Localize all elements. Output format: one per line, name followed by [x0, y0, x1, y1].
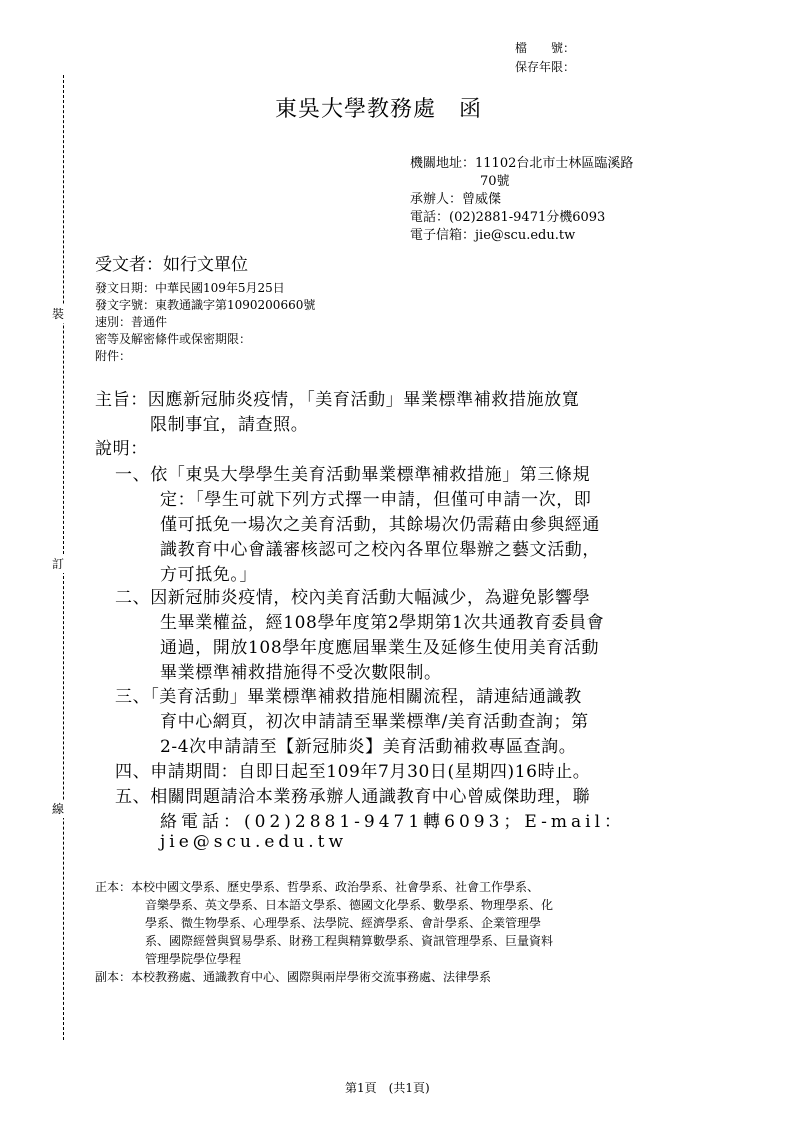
explanation-line: 生畢業權益，經108學年度第2學期第1次共通教育委員會	[160, 613, 605, 633]
explanation-line: 定：「學生可就下列方式擇一申請，但僅可申請一次，即	[160, 490, 592, 510]
explanation-line: 通過，開放108學年度應屆畢業生及延修生使用美育活動	[160, 638, 600, 658]
explanation-item-5: 五、相關問題請洽本業務承辦人通識教育中心曾威傑助理，聯	[115, 787, 591, 807]
explanation-line: 方可抵免。」	[160, 565, 258, 585]
delivery-speed: 速別：普通件	[95, 315, 168, 329]
secrecy-level: 密等及解密條件或保密期限：	[95, 332, 252, 346]
subject-line-2: 限制事宜，請查照。	[150, 415, 309, 435]
agency-info	[410, 155, 633, 245]
distribution-line: 學系、微生物學系、心理學系、法學院、經濟學系、會計學系、企業管理學	[145, 916, 542, 930]
agency-address: 機關地址：11102台北市士林區臨溪路	[410, 156, 634, 171]
distribution-copy: 副本：本校教務處、通識教育中心、國際與兩岸學術交流事務處、法律學系	[95, 970, 492, 984]
recipient: 受文者：如行文單位	[95, 255, 248, 275]
document-number: 發文字號：東教通識字第1090200660號	[95, 298, 316, 312]
explanation-item-1: 一、依「東吳大學學生美育活動畢業標準補救措施」第三條規	[115, 465, 591, 485]
subject-line-1: 主旨：因應新冠肺炎疫情，「美育活動」畢業標準補救措施放寬	[95, 390, 580, 410]
explanation-line: 僅可抵免一場次之美育活動，其餘場次仍需藉由參與經通	[160, 515, 600, 535]
issue-date: 發文日期：中華民國109年5月25日	[95, 281, 285, 295]
distribution-main	[95, 878, 553, 986]
explanation-item-3: 三、「美育活動」畢業標準補救措施相關流程，請連結通識教	[115, 687, 582, 707]
explanation-item-4: 四、申請期間：自即日起至109年7月30日(星期四)16時止。	[115, 762, 591, 782]
attachment: 附件：	[95, 349, 132, 363]
distribution-line: 正本：本校中國文學系、歷史學系、哲學系、政治學系、社會學系、社會工作學系、	[95, 880, 540, 894]
retention-period-label: 保存年限：	[515, 60, 576, 74]
margin-mark-stitch: 訂	[52, 557, 65, 571]
distribution-line: 系、國際經營與貿易學系、財務工程與精算數學系、資訊管理學系、巨量資料	[145, 934, 554, 948]
agency-address-cont: 70號	[480, 174, 510, 189]
document-meta	[95, 280, 315, 365]
explanation-line: 2-4次申請請至【新冠肺炎】美育活動補救專區查詢。	[160, 737, 577, 757]
explanation-line: 畢業標準補救措施得不受次數限制。	[160, 663, 442, 683]
explanation-line: 識教育中心會議審核認可之校內各單位舉辦之藝文活動，	[160, 540, 600, 560]
agency-email: 電子信箱：jie@scu.edu.tw	[410, 228, 576, 243]
agency-handler: 承辦人：曾威傑	[410, 192, 502, 207]
explanation-heading: 說明：	[95, 439, 148, 459]
agency-phone: 電話：(02)2881-9471分機6093	[410, 210, 606, 225]
explanation-item-2: 二、因新冠肺炎疫情，校內美育活動大幅減少，為避免影響學	[115, 588, 591, 608]
page-number: 第1頁 (共1頁)	[345, 1081, 430, 1095]
explanation-line: 絡電話：(02)2881-9471轉6093；E-mail：	[160, 812, 626, 832]
file-number-label: 檔 號：	[515, 41, 576, 55]
margin-mark-line: 線	[52, 802, 65, 816]
distribution-line: 管理學院學位學程	[145, 952, 242, 966]
document-title: 東吳大學教務處 函	[275, 97, 483, 122]
distribution-line: 音樂學系、英文學系、日本語文學系、德國文化學系、數學系、物理學系、化	[145, 898, 554, 912]
margin-mark-bind: 裝	[52, 307, 65, 321]
explanation-line: jie@scu.edu.tw	[160, 832, 348, 852]
explanation-line: 育中心網頁，初次申請請至畢業標準/美育活動查詢；第	[160, 712, 589, 732]
